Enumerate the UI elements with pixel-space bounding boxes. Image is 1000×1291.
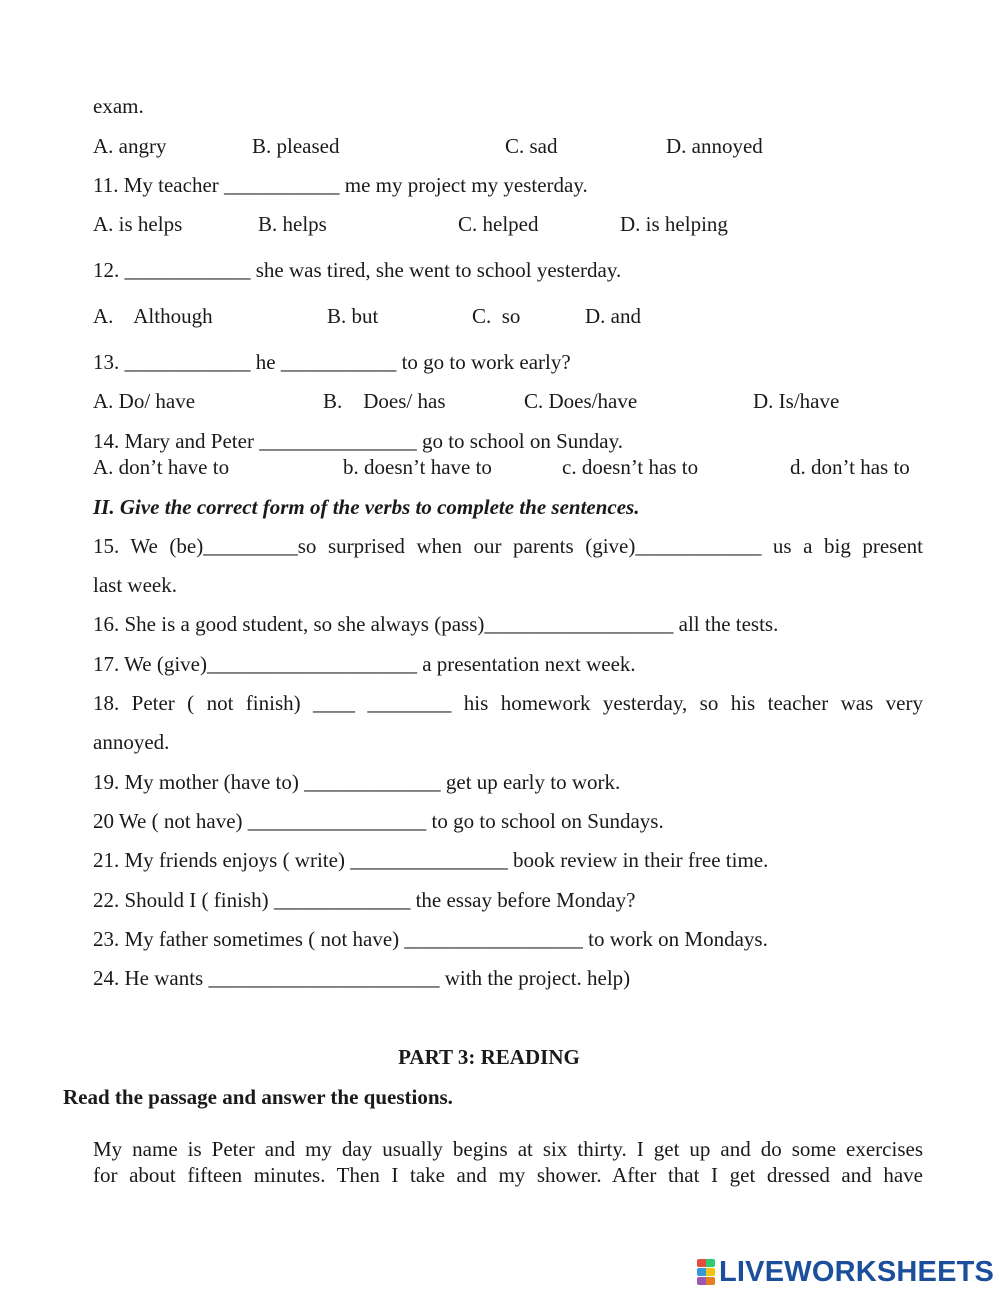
text-line: exam. [93, 94, 144, 118]
question-15: 15. We (be)_________so surprised when our parents (give)____________ us a big present [93, 534, 923, 558]
logo-block [697, 1277, 715, 1285]
question-23: 23. My father sometimes ( not have) _________________ to work on Mondays. [93, 927, 768, 951]
option-d[interactable]: d. don’t has to [790, 455, 910, 479]
question-16: 16. She is a good student, so she always (pass)__________________ all the tests. [93, 612, 779, 636]
passage-line: for about fifteen minutes. Then I take and my shower. After that I get dressed and have [93, 1163, 923, 1187]
question-13: 13. ____________ he ___________ to go to work early? [93, 350, 571, 374]
option-d[interactable]: D. and [585, 304, 641, 328]
option-c[interactable]: C. so [472, 304, 521, 328]
question-18-cont: annoyed. [93, 730, 170, 754]
option-c[interactable]: C. helped [458, 212, 539, 236]
option-d[interactable]: D. annoyed [666, 134, 763, 158]
option-d[interactable]: D. is helping [620, 212, 728, 236]
option-a[interactable]: A. angry [93, 134, 167, 158]
question-12: 12. ____________ she was tired, she went to school yesterday. [93, 258, 622, 282]
option-b[interactable]: b. doesn’t have to [343, 455, 492, 479]
question-14: 14. Mary and Peter _______________ go to school on Sunday. [93, 429, 624, 453]
option-b[interactable]: B. but [327, 304, 379, 328]
logo-text: LIVEWORKSHEETS [719, 1255, 995, 1288]
logo-block [697, 1259, 715, 1267]
option-c[interactable]: c. doesn’t has to [562, 455, 699, 479]
reading-instruction: Read the passage and answer the questions. [63, 1085, 453, 1109]
question-22: 22. Should I ( finish) _____________ the essay before Monday? [93, 888, 636, 912]
question-24: 24. He wants ______________________ with the project. help) [93, 966, 631, 990]
option-b[interactable]: B. pleased [252, 134, 340, 158]
option-b[interactable]: B. helps [258, 212, 327, 236]
section-heading: II. Give the correct form of the verbs to complete the sentences. [93, 495, 640, 519]
option-c[interactable]: C. Does/have [524, 389, 638, 413]
question-18: 18. Peter ( not finish) ____ ________ his homework yesterday, so his teacher was very [93, 691, 923, 715]
question-21: 21. My friends enjoys ( write) _______________ book review in their free time. [93, 848, 769, 872]
part-heading: PART 3: READING [398, 1045, 580, 1069]
question-17: 17. We (give)____________________ a presentation next week. [93, 652, 636, 676]
question-15-cont: last week. [93, 573, 177, 597]
logo-mark-icon [697, 1259, 715, 1285]
option-c[interactable]: C. sad [505, 134, 558, 158]
question-19: 19. My mother (have to) _____________ get up early to work. [93, 770, 621, 794]
option-a[interactable]: A. Although [93, 304, 213, 328]
question-20: 20 We ( not have) _________________ to go to school on Sundays. [93, 809, 664, 833]
logo-block [697, 1268, 715, 1276]
option-a[interactable]: A. Do/ have [93, 389, 196, 413]
question-11: 11. My teacher ___________ me my project my yesterday. [93, 173, 588, 197]
option-d[interactable]: D. Is/have [753, 389, 840, 413]
option-b[interactable]: B. Does/ has [323, 389, 446, 413]
liveworksheets-logo [697, 1257, 994, 1287]
passage-line: My name is Peter and my day usually begins at six thirty. I get up and do some exercises [93, 1137, 923, 1161]
option-a[interactable]: A. don’t have to [93, 455, 230, 479]
option-a[interactable]: A. is helps [93, 212, 183, 236]
